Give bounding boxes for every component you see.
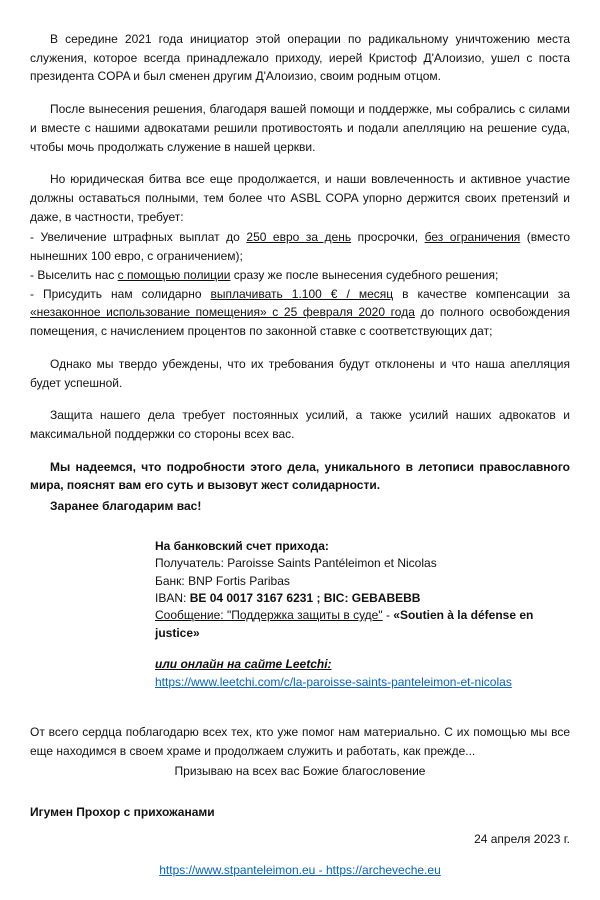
text-segment: до полного освобождения помещения, с начислением процентов по законной ставке с соответствующих дат;	[30, 305, 570, 339]
paragraph-hope: Мы надеемся, что подробности этого дела, уникального в летописи православного мира, пояснят вам его суть и вызовут жест солидарности.	[30, 459, 570, 493]
paragraph-convinced: Однако мы твердо убеждены, что их требования будут отклонены и что наша апелляция будет успешной.	[30, 356, 570, 390]
leetchi-link-line	[155, 674, 570, 691]
text-segment: (вместо нынешних 100 евро, с ограничением);	[30, 230, 570, 264]
list-item-eviction	[30, 266, 570, 285]
message-russian: Сообщение: "Поддержка защиты в суде"	[155, 608, 383, 623]
footer-links	[30, 861, 570, 886]
bank-header: На банковский счет прихода:	[155, 538, 329, 553]
paragraph-support: Защита нашего дела требует постоянных усилий, а также усилий наших адвокатов и максимальной поддержки со стороны всех вас.	[30, 408, 570, 441]
bank-name: Банк: BNP Fortis Paribas	[155, 573, 290, 588]
leetchi-link[interactable]: https://www.leetchi.com/c/la-paroisse-saints-panteleimon-et-nicolas	[155, 674, 512, 689]
bank-recipient: Получатель: Paroisse Saints Pantéleimon et Nicolas	[155, 556, 437, 571]
bank-message	[155, 607, 570, 642]
text-segment: выплачивать 1.100 € / месяц	[210, 286, 394, 301]
paragraph-thanks: Заранее благодарим вас!	[50, 499, 202, 514]
iban-value: BE 04 0017 3167 6231 ; BIC: GEBABEBB	[189, 590, 421, 605]
bank-iban	[155, 590, 570, 607]
paragraph-blessing: Призываю на всех вас Божие благословение	[174, 764, 426, 779]
paragraph-appeal: После вынесения решения, благодаря вашей помощи и поддержке, мы собрались с силами и вместе с нашими адвокатами решили противостоять и подали апелляцию на решение суда, чтобы мочь продолжать служение в нашей церкви.	[30, 102, 570, 154]
bank-details	[155, 538, 570, 691]
text-segment: - Увеличение штрафных выплат до	[30, 230, 247, 245]
text-segment: «незаконное использование помещения» с 25 февраля 2020 года	[30, 305, 415, 320]
footer-link-stpanteleimon[interactable]: https://www.stpanteleimon.eu	[159, 863, 316, 878]
footer-link-archeveche[interactable]: https://archeveche.eu	[326, 863, 441, 878]
paragraph-legal-battle: Но юридическая битва все еще продолжается, и наши вовлеченность и активное участие должны оставаться полными, тем более что ASBL COPA упорно держится своих претензий и даже, в частности, требует:	[30, 172, 570, 224]
text-segment: 250 евро за день	[246, 230, 352, 245]
message-french: «Soutien à la défense en justice»	[155, 608, 534, 640]
list-item-fines	[30, 228, 570, 265]
paragraph-gratitude: От всего сердца поблагодарю всех тех, кто уже помог нам материально. С их помощью мы все еще находимся в своем храме и продолжаем служить и работать, как прежде...	[30, 724, 570, 758]
date: 24 апреля 2023 г.	[474, 831, 570, 846]
text-segment: сразу же после вынесения судебного решения;	[230, 267, 499, 282]
paragraph-initiator: В середине 2021 года инициатор этой операции по радикальному уничтожению места служения, которое всегда принадлежало приходу, иерей Кристоф Д'Алоизио, ушел с поста президента COPA и был сменен другим Д'Алоизио, своим родным отцом.	[30, 32, 570, 84]
text-segment: - Присудить нам солидарно	[30, 286, 211, 301]
signature: Игумен Прохор с прихожанами	[30, 805, 215, 820]
text-segment: без ограничения	[424, 230, 521, 245]
iban-label: IBAN:	[155, 590, 190, 605]
text-segment: в качестве компенсации за	[393, 286, 570, 301]
list-item-compensation	[30, 285, 570, 341]
text-segment: - Выселить нас	[30, 267, 118, 282]
footer-separator: -	[315, 863, 326, 878]
text-segment: с помощью полиции	[117, 267, 231, 282]
leetchi-label: или онлайн на сайте Leetchi:	[155, 657, 332, 672]
text-segment: просрочки,	[351, 230, 425, 245]
message-dash: -	[382, 608, 394, 623]
